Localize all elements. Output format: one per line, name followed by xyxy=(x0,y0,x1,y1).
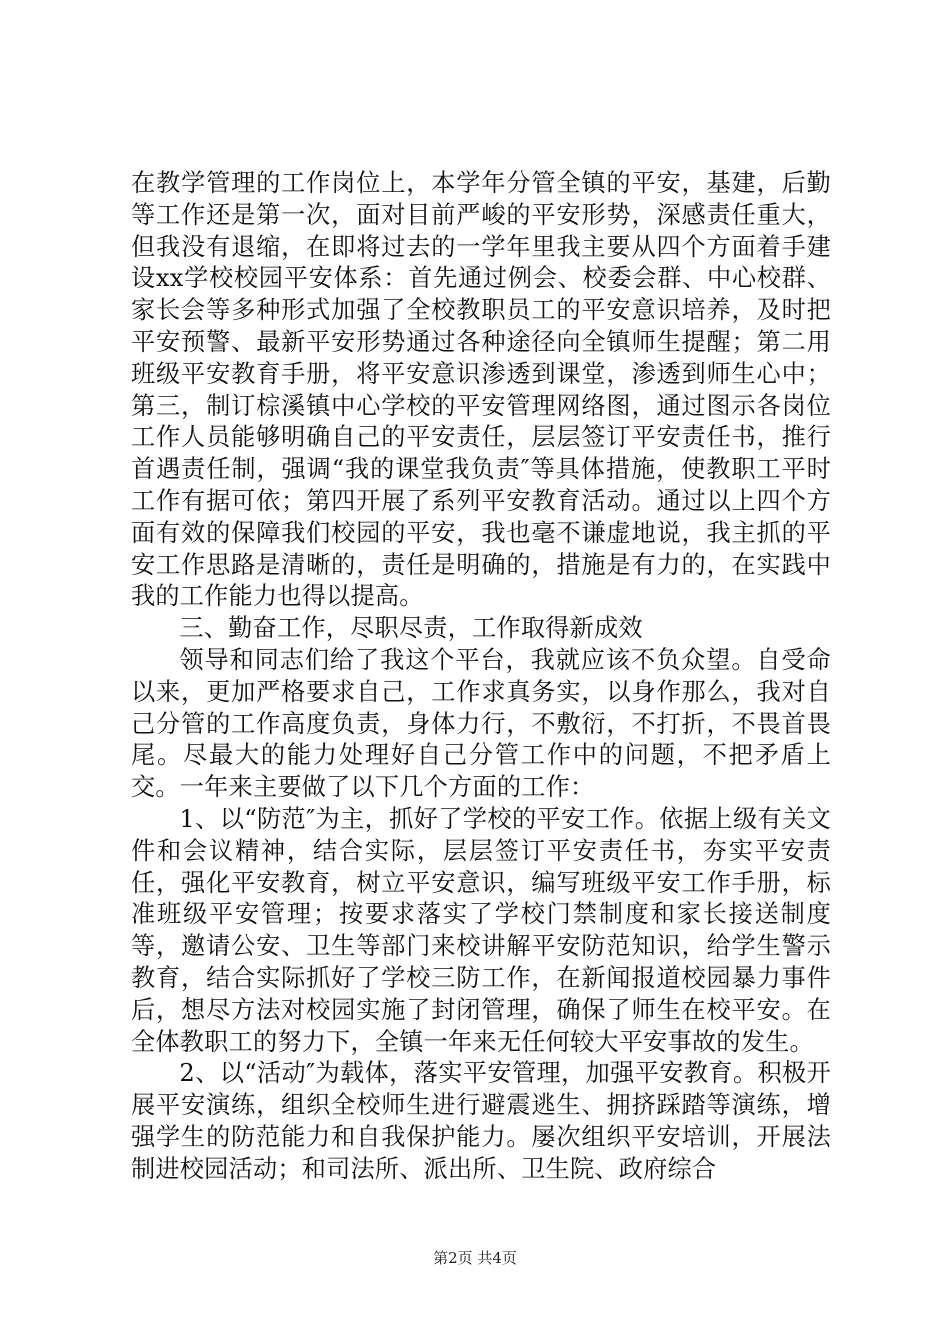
section-heading: 三、勤奋工作，尽职尽责，工作取得新成效 xyxy=(179,614,643,643)
paragraph: 领导和同志们给了我这个平台，我就应该不负众望。自受命以来，更加严格要求自己，工作求真务实，以身作那么，我对自己分管的工作高度负责，身体力行，不敷衍，不打折，不畏首畏尾。尽最大的能力处理好自己分管工作中的问题，不把矛盾上交。一年来主要做了以下几个方面的工作： xyxy=(131,645,831,802)
paragraph-item-2: 2、以“活动″为载体，落实平安管理，加强平安教育。积极开展平安演练，组织全校师生进行避震逃生、拥挤踩踏等演练，增强学生的防范能力和自我保护能力。屡次组织平安培训，开展法制进校园活动；和司法所、派出所、卫生院、政府综合 xyxy=(131,1059,831,1183)
document-body xyxy=(131,168,831,1186)
paragraph-continuation: 在教学管理的工作岗位上，本学年分管全镇的平安，基建，后勤等工作还是第一次，面对目前严峻的平安形势，深感责任重大，但我没有退缩，在即将过去的一学年里我主要从四个方面着手建设xx学校校园平安体系：首先通过例会、校委会群、中心校群、家长会等多种形式加强了全校教职员工的平安意识培养，及时把平安预警、最新平安形势通过各种途径向全镇师生提醒；第二用班级平安教育手册，将平安意识渗透到课堂，渗透到师生心中；第三，制订棕溪镇中心学校的平安管理网络图，通过图示各岗位工作人员能够明确自己的平安责任，层层签订平安责任书，推行首遇责任制，强调“我的课堂我负责″等具体措施，使教职工平时工作有据可依；第四开展了系列平安教育活动。通过以上四个方面有效的保障我们校园的平安，我也毫不谦虚地说，我主抓的平安工作思路是清晰的，责任是明确的，措施是有力的，在实践中我的工作能力也得以提高。 xyxy=(131,169,831,611)
page-number-footer: 第2页 共4页 xyxy=(433,1249,517,1267)
paragraph-item-1: 1、以“防范″为主，抓好了学校的平安工作。依据上级有关文件和会议精神，结合实际，层层签订平安责任书，夯实平安责任，强化平安教育，树立平安意识，编写班级平安工作手册，标准班级平安管理；按要求落实了学校门禁制度和家长接送制度等，邀请公安、卫生等部门来校讲解平安防范知识，给学生警示教育，结合实际抓好了学校三防工作，在新闻报道校园暴力事件后，想尽方法对校园实施了封闭管理，确保了师生在校平安。在全体教职工的努力下，全镇一年来无任何较大平安事故的发生。 xyxy=(131,804,831,1056)
